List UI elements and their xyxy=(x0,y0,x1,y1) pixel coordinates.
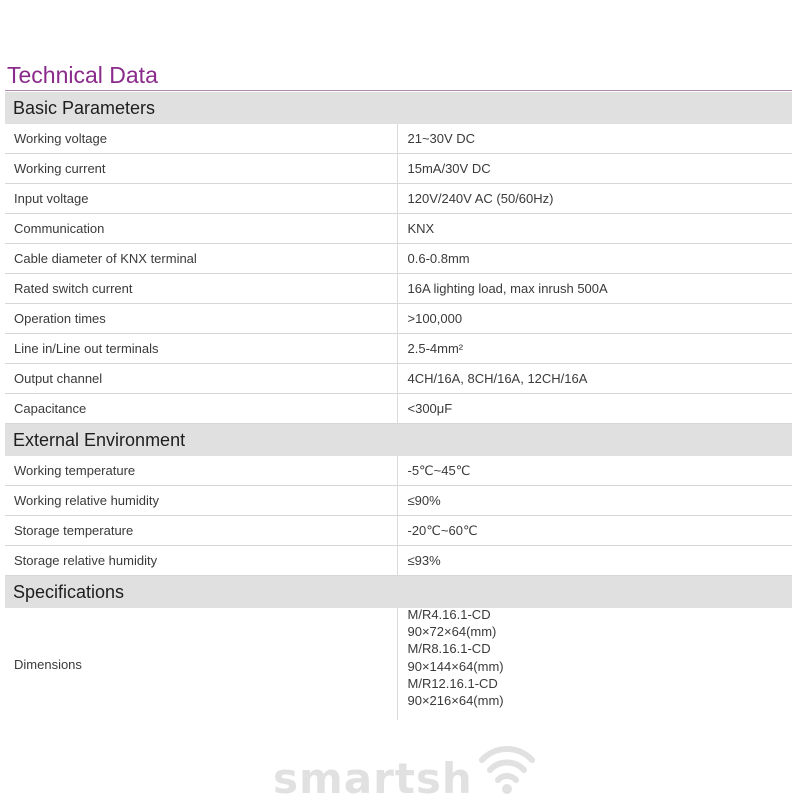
table-row xyxy=(5,304,792,334)
dimension-line: 90×144×64(mm) xyxy=(407,658,504,674)
param-label: Operation times xyxy=(5,304,397,334)
param-label: Working relative humidity xyxy=(5,486,397,516)
dimension-line: 90×216×64(mm) xyxy=(407,693,504,709)
param-value: -20℃~60℃ xyxy=(397,516,792,546)
param-label: Working voltage xyxy=(5,124,397,154)
param-label: Dimensions xyxy=(14,656,82,672)
table-row xyxy=(5,364,792,394)
technical-data-table xyxy=(5,92,792,720)
param-value: 120V/240V AC (50/60Hz) xyxy=(397,184,792,214)
table-row xyxy=(5,486,792,516)
table-row-dimensions xyxy=(5,608,792,720)
page-title: Technical Data xyxy=(7,62,158,88)
section-header-external-environment xyxy=(5,424,792,457)
param-value: 2.5-4mm² xyxy=(397,334,792,364)
param-label: Cable diameter of KNX terminal xyxy=(5,244,397,274)
param-value: ≤93% xyxy=(397,546,792,576)
param-label: Output channel xyxy=(5,364,397,394)
param-value: 15mA/30V DC xyxy=(397,154,792,184)
table-row xyxy=(5,274,792,304)
param-label: Communication xyxy=(5,214,397,244)
dimension-line: 90×72×64(mm) xyxy=(407,624,497,640)
param-value: >100,000 xyxy=(397,304,792,334)
param-value: 0.6-0.8mm xyxy=(397,244,792,274)
table-row xyxy=(5,244,792,274)
section-header-basic-parameters xyxy=(5,92,792,124)
dimension-line: M/R12.16.1-CD xyxy=(407,675,498,691)
dimension-line: M/R4.16.1-CD xyxy=(407,608,491,622)
table-row xyxy=(5,184,792,214)
param-label: Working current xyxy=(5,154,397,184)
param-value: <300μF xyxy=(397,394,792,424)
param-value: -5℃~45℃ xyxy=(397,456,792,486)
param-label: Rated switch current xyxy=(5,274,397,304)
section-heading: Specifications xyxy=(5,576,397,609)
wifi-logo-icon xyxy=(476,738,538,800)
table-row xyxy=(5,124,792,154)
section-heading: Basic Parameters xyxy=(5,92,397,124)
param-value: KNX xyxy=(397,214,792,244)
table-row xyxy=(5,394,792,424)
param-value: 16A lighting load, max inrush 500A xyxy=(397,274,792,304)
watermark-text: smartsh xyxy=(273,754,473,803)
table-row xyxy=(5,456,792,486)
param-label: Capacitance xyxy=(5,394,397,424)
smartsho-watermark xyxy=(270,738,540,803)
param-label: Storage temperature xyxy=(5,516,397,546)
param-value: ≤90% xyxy=(397,486,792,516)
title-divider xyxy=(5,90,792,91)
param-label: Storage relative humidity xyxy=(5,546,397,576)
table-row xyxy=(5,546,792,576)
dimension-line: M/R8.16.1-CD xyxy=(407,641,491,657)
table-row xyxy=(5,516,792,546)
table-row xyxy=(5,334,792,364)
param-label: Input voltage xyxy=(5,184,397,214)
table-row xyxy=(5,154,792,184)
section-header-specifications xyxy=(5,576,792,609)
param-label: Line in/Line out terminals xyxy=(5,334,397,364)
param-value: 4CH/16A, 8CH/16A, 12CH/16A xyxy=(397,364,792,394)
dimensions-values xyxy=(397,608,792,720)
param-value: 21~30V DC xyxy=(397,124,792,154)
param-label: Working temperature xyxy=(5,456,397,486)
table-row xyxy=(5,214,792,244)
section-heading: External Environment xyxy=(5,424,397,457)
